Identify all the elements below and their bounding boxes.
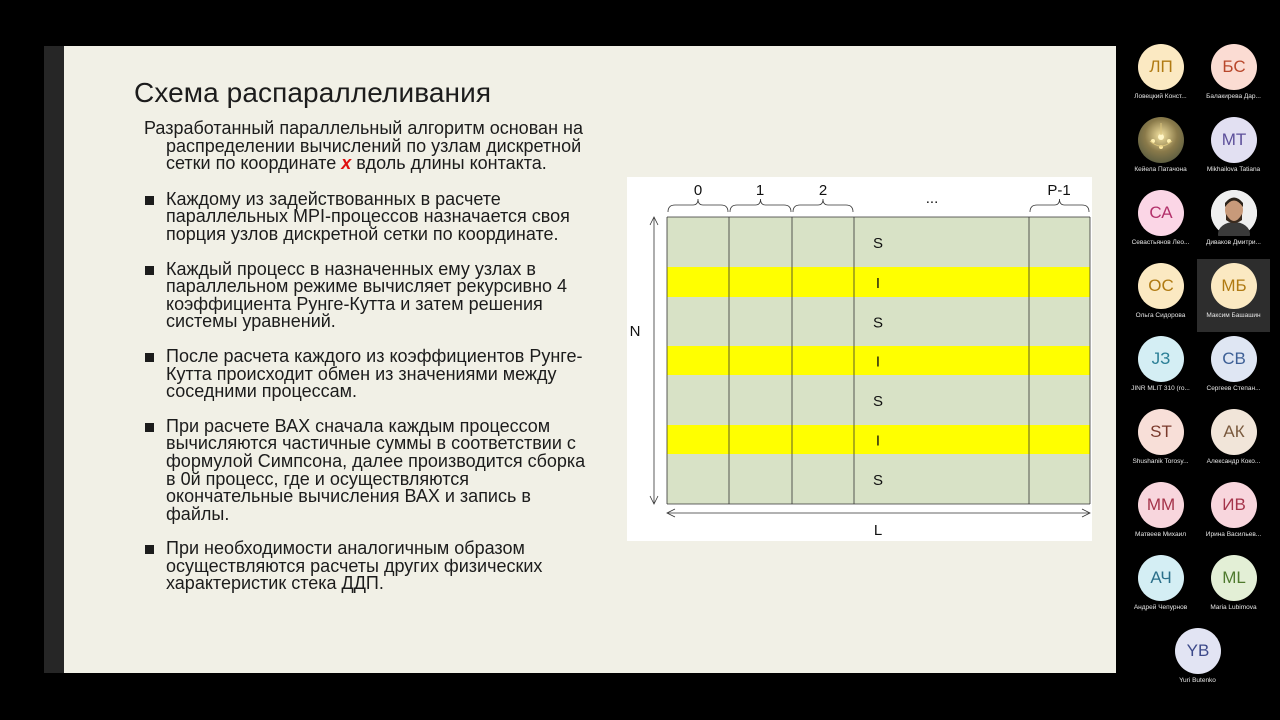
participant-tile[interactable] (1124, 478, 1197, 551)
presentation-slide (44, 46, 1116, 673)
participant-tile[interactable] (1197, 113, 1270, 186)
slide-accent-bar (44, 46, 64, 673)
participant-tile[interactable] (1197, 332, 1270, 405)
bullet-item (144, 415, 594, 524)
participant-tile[interactable] (1124, 40, 1197, 113)
participant-tile[interactable] (1161, 624, 1234, 697)
participant-tile[interactable] (1197, 551, 1270, 624)
column-label: ... (925, 190, 939, 207)
bullet-square-icon (145, 423, 154, 432)
band-label: I (875, 432, 881, 450)
participant-tile[interactable] (1197, 478, 1270, 551)
participant-name: Александр Коко... (1206, 458, 1261, 465)
participant-avatar: ОС (1138, 263, 1184, 309)
person-photo-icon (1211, 190, 1257, 236)
bullet-list (144, 188, 594, 594)
bullet-square-icon (145, 266, 154, 275)
bullet-item (144, 345, 594, 402)
bullet-text: При расчете ВАХ сначала каждым процессом вычисляются частичные суммы в соответствии с формулой Симпсона, далее производится сборка в 0й процесс, где и осуществляются окончательные вычисления ВАХ и запись в файлы. (166, 415, 586, 524)
slide-body (144, 120, 594, 610)
participant-avatar: АК (1211, 409, 1257, 455)
column-brace (668, 199, 728, 212)
participant-tile[interactable] (1197, 40, 1270, 113)
participant-avatar: JЗ (1138, 336, 1184, 382)
participant-photo-icon (1211, 190, 1257, 236)
column-brace (730, 199, 791, 212)
participant-tile[interactable] (1197, 186, 1270, 259)
band-label: S (872, 472, 884, 489)
participant-name: JINR MLIT 310 (ro... (1131, 385, 1190, 392)
intro-text: Разработанный параллельный алгоритм основан на распределении вычислений по узлам дискретной сетки по координате (144, 118, 583, 174)
participant-tile[interactable] (1124, 259, 1197, 332)
bullet-text: При необходимости аналогичным образом осуществляются расчеты других физических характеристик стека ДДП. (166, 538, 543, 594)
participant-name: Сергеев Степан... (1206, 385, 1261, 392)
band-label: S (872, 393, 884, 410)
participant-tile[interactable] (1124, 332, 1197, 405)
bullet-text: После расчета каждого из коэффициентов Рунге-Кутта происходит обмен из значениями между соседними процессам. (166, 345, 583, 402)
participant-avatar: СА (1138, 190, 1184, 236)
participant-avatar: ST (1138, 409, 1184, 455)
participant-name: Shushanik Torosy... (1132, 458, 1189, 465)
participant-name: Балакирева Дар... (1206, 93, 1261, 100)
participant-avatar: АЧ (1138, 555, 1184, 601)
column-label: 0 (693, 182, 703, 199)
n-axis-label: N (629, 323, 641, 340)
column-label: 2 (818, 182, 828, 199)
bullet-item (144, 540, 594, 593)
band-label: I (875, 353, 881, 371)
participant-tile[interactable] (1197, 405, 1270, 478)
column-brace (793, 199, 853, 212)
band-label: I (875, 275, 881, 292)
intro-paragraph (144, 120, 594, 173)
participant-image-icon (1138, 117, 1184, 163)
participant-tile[interactable] (1124, 113, 1197, 186)
bullet-square-icon (145, 545, 154, 554)
participant-avatar: YB (1175, 628, 1221, 674)
participant-avatar: MT (1211, 117, 1257, 163)
participant-tile[interactable] (1124, 186, 1197, 259)
participant-name: Ирина Васильев... (1205, 531, 1262, 538)
participant-tile[interactable] (1197, 259, 1270, 332)
participant-name: Maria Lubimova (1210, 604, 1257, 611)
participant-avatar: МБ (1211, 263, 1257, 309)
intro-variable: x (341, 153, 352, 174)
bullet-item (144, 188, 594, 244)
column-label: P-1 (1047, 182, 1071, 199)
participant-avatar: СВ (1211, 336, 1257, 382)
participant-avatar: ММ (1138, 482, 1184, 528)
participant-tile[interactable] (1124, 551, 1197, 624)
l-axis-label: L (873, 522, 883, 539)
participant-name: Диваков Дмитри... (1206, 239, 1261, 246)
intro-tail: вдоль длины контакта. (356, 153, 547, 174)
participant-name: Андрей Чепурнов (1133, 604, 1188, 611)
bullet-item (144, 258, 594, 332)
participant-avatar: ИВ (1211, 482, 1257, 528)
participant-avatar: ЛП (1138, 44, 1184, 90)
band-label: S (872, 314, 884, 332)
bullet-square-icon (145, 353, 154, 362)
bullet-text: Каждому из задействованных в расчете параллельных MPI-процессов назначается своя порция узлов дискретной сетки по координате. (166, 188, 570, 244)
column-brace (1030, 199, 1089, 212)
parallel-grid-diagram (627, 177, 1092, 541)
participant-name: Матвеев Михаил (1134, 531, 1187, 538)
participant-name: Кейела Патачона (1134, 166, 1187, 173)
column-label: 1 (755, 182, 765, 199)
slide-title: Схема распараллеливания (134, 77, 492, 108)
chandelier-photo-icon (1138, 117, 1184, 163)
grid-diagram-svg (627, 177, 1092, 541)
participants-panel (1124, 40, 1274, 700)
participant-avatar: ML (1211, 555, 1257, 601)
participant-name: Yuri Butenko (1179, 677, 1216, 684)
bullet-text: Каждый процесс в назначенных ему узлах в параллельном режиме вычисляет рекурсивно 4 коэффициента Рунге-Кутта и затем решения системы уравнений. (166, 258, 568, 332)
participant-tile[interactable] (1124, 405, 1197, 478)
participant-name: Ловецкий Конст... (1134, 93, 1187, 100)
bullet-square-icon (145, 196, 154, 205)
participant-name: Севастьянов Лео... (1131, 239, 1190, 246)
participant-avatar: БС (1211, 44, 1257, 90)
participant-name: Максим Башашин (1206, 312, 1261, 319)
band-label: S (872, 235, 884, 252)
participant-name: Mikhailova Tatiana (1206, 166, 1261, 173)
participant-name: Ольга Сидорова (1135, 312, 1186, 319)
